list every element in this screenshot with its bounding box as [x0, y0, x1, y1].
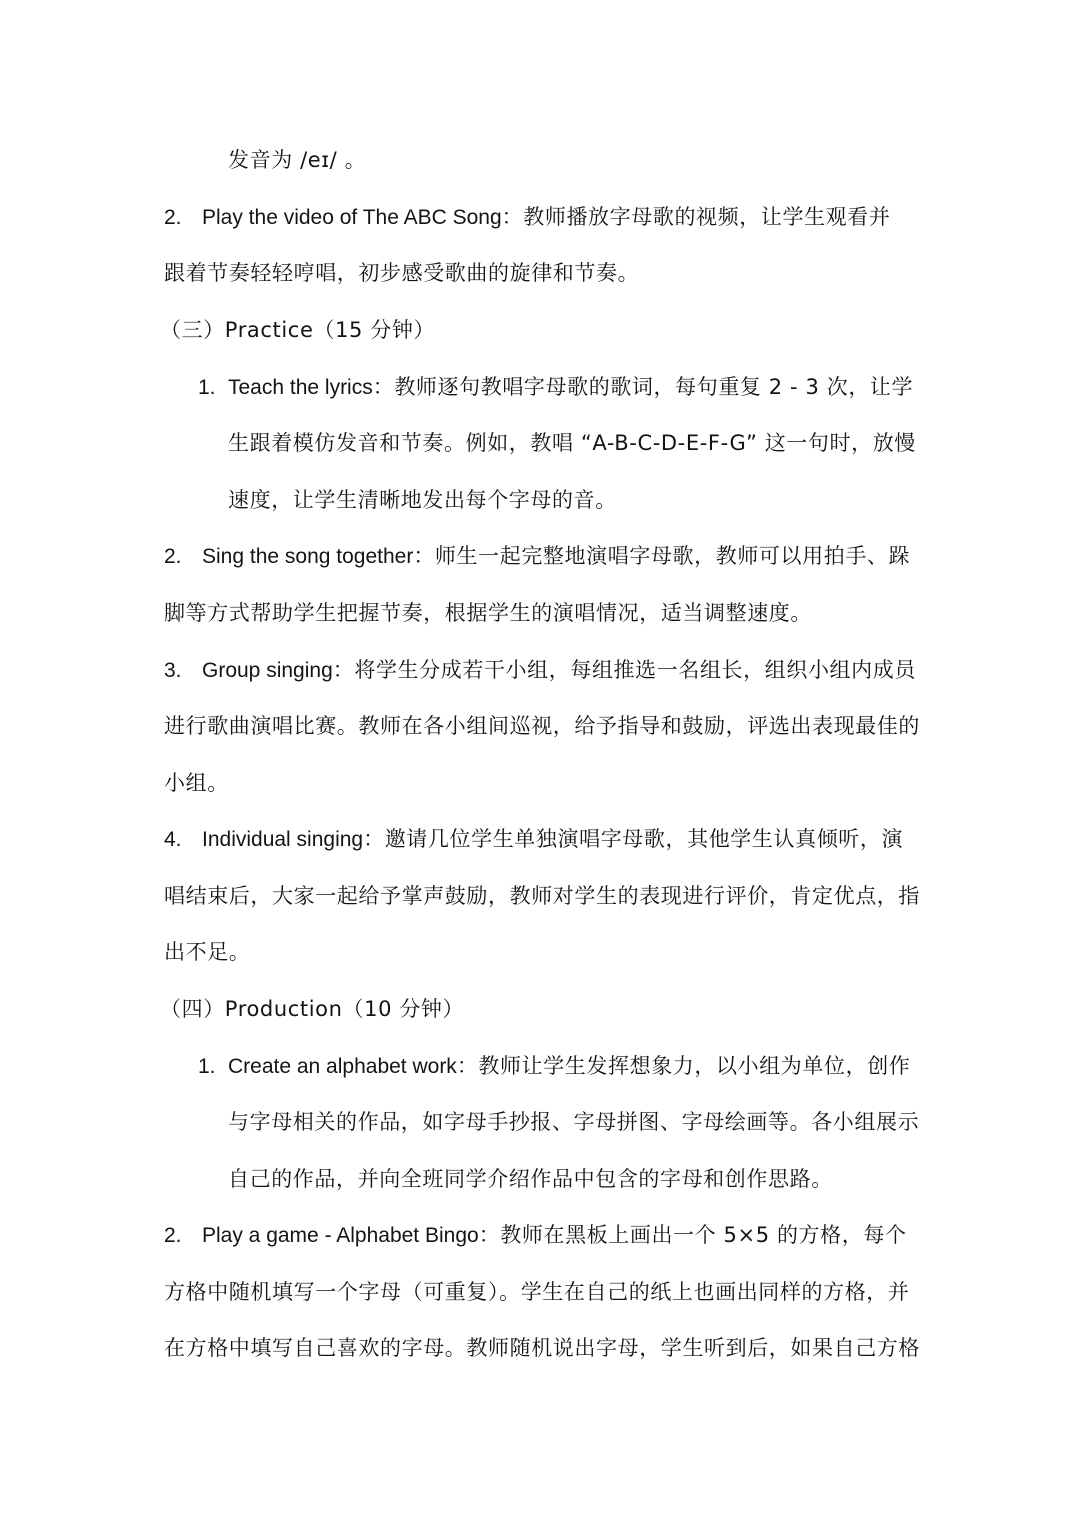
list-item-sing-line2: 脚等方式帮助学生把握节奏，根据学生的演唱情况，适当调整速度。: [164, 601, 812, 625]
item-text: ：将学生分成若干小组，每组推选一名组长，组织小组内成员: [332, 658, 916, 682]
list-item-lyrics-line3: 速度，让学生清晰地发出每个字母的音。: [228, 488, 617, 512]
list-item-individual-line3: 出不足。: [164, 940, 251, 964]
list-number: 2.: [164, 206, 182, 229]
list-item-create-line2: 与字母相关的作品，如字母手抄报、字母拼图、字母绘画等。各小组展示: [228, 1110, 920, 1134]
list-item-lyrics-line2: 生跟着模仿发音和节奏。例如，教唱 “A-B-C-D-E-F-G” 这一句时，放慢: [228, 431, 916, 455]
item-text: ：教师播放字母歌的视频，让学生观看并: [501, 205, 891, 229]
item-label: Teach the lyrics: [228, 376, 373, 399]
continuation-line: 发音为 /eɪ/ 。: [228, 148, 367, 172]
item-text: ：教师让学生发挥想象力，以小组为单位，创作: [456, 1054, 911, 1078]
list-item-bingo-line1: [164, 1220, 907, 1251]
list-number: 3.: [164, 659, 182, 682]
list-item-lyrics-line1: [198, 372, 913, 403]
list-item-bingo-line2: 方格中随机填写一个字母（可重复）。学生在自己的纸上也画出同样的方格，并: [164, 1280, 910, 1304]
list-item-individual-line1: [164, 824, 903, 855]
list-number: 2.: [164, 1224, 182, 1247]
item-label: Sing the song together: [202, 545, 414, 568]
item-text: ：教师在黑板上画出一个 5×5 的方格，每个: [478, 1223, 907, 1247]
list-number: 1.: [198, 1055, 216, 1078]
list-item-group-line3: 小组。: [164, 771, 229, 795]
list-item-create-line3: 自己的作品，并向全班同学介绍作品中包含的字母和创作思路。: [228, 1167, 833, 1191]
item-label: Play a game - Alphabet Bingo: [202, 1224, 479, 1247]
list-item-group-line2: 进行歌曲演唱比赛。教师在各小组间巡视，给予指导和鼓励，评选出表现最佳的: [164, 714, 920, 738]
item-label: Individual singing: [202, 828, 364, 851]
list-item-bingo-line3: 在方格中填写自己喜欢的字母。教师随机说出字母，学生听到后，如果自己方格: [164, 1336, 920, 1360]
item-text: ：师生一起完整地演唱字母歌，教师可以用拍手、跺: [413, 544, 911, 568]
list-item-create-line1: [198, 1051, 910, 1082]
list-item-individual-line2: 唱结束后，大家一起给予掌声鼓励，教师对学生的表现进行评价，肯定优点，指: [164, 884, 920, 908]
list-item-sing-line1: [164, 541, 910, 572]
section-heading-practice: （三）Practice（15 分钟）: [160, 318, 436, 342]
item-label: Play the video of The ABC Song: [202, 206, 502, 229]
list-number: 2.: [164, 545, 182, 568]
list-number: 4.: [164, 828, 182, 851]
list-number: 1.: [198, 376, 216, 399]
list-item-video-line1: [164, 202, 890, 233]
item-label: Create an alphabet work: [228, 1055, 457, 1078]
list-item-video-line2: 跟着节奏轻轻哼唱，初步感受歌曲的旋律和节奏。: [164, 261, 640, 285]
item-text: ：教师逐句教唱字母歌的歌词，每句重复 2 - 3 次，让学: [372, 375, 914, 399]
list-item-group-line1: [164, 655, 916, 686]
item-label: Group singing: [202, 659, 333, 682]
section-heading-production: （四）Production（10 分钟）: [160, 997, 465, 1021]
item-text: ：邀请几位学生单独演唱字母歌，其他学生认真倾听，演: [363, 827, 904, 851]
